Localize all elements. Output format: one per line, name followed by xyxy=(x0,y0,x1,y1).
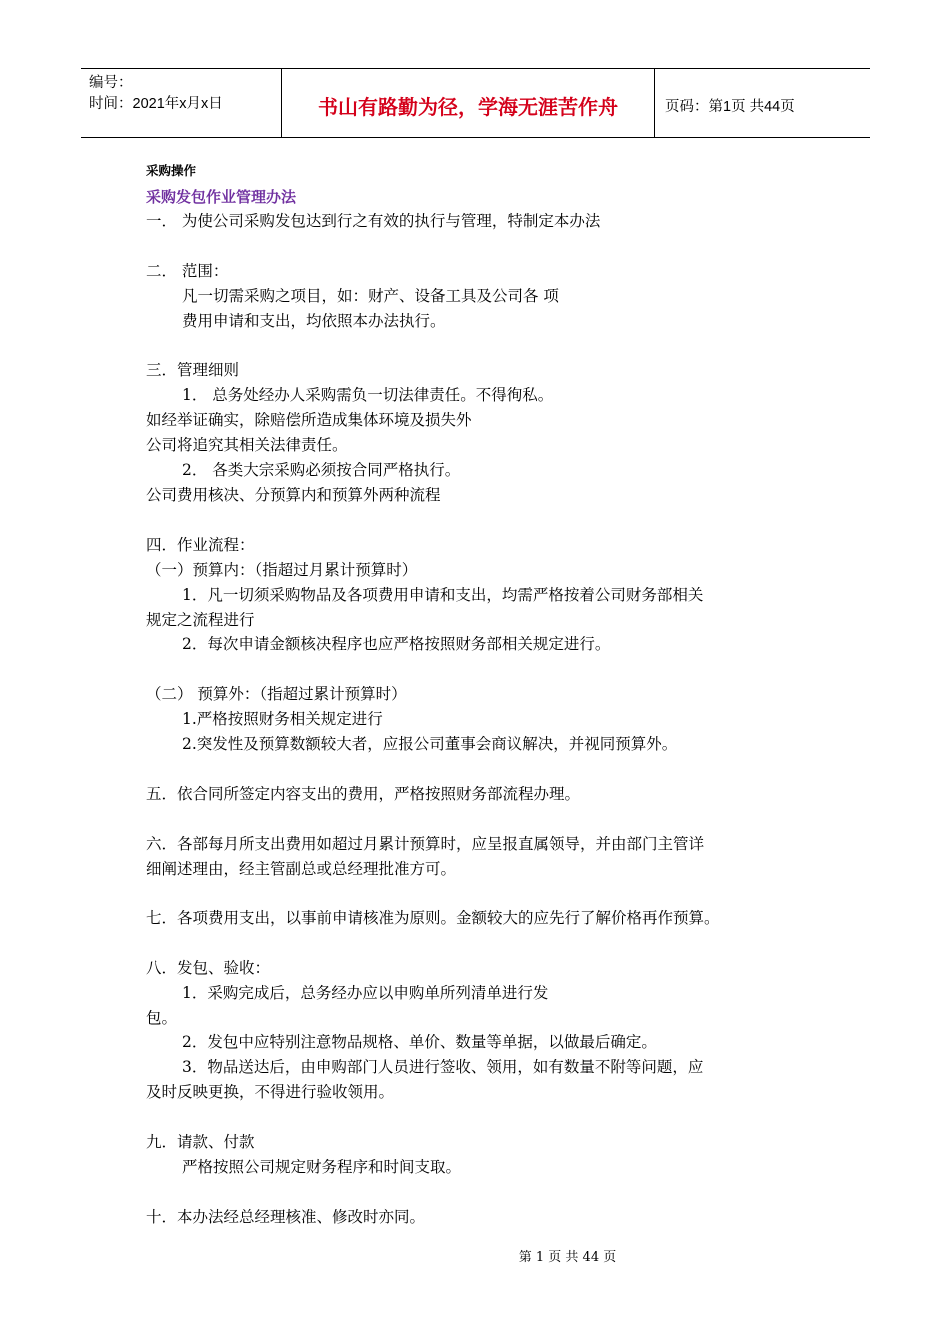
text-line: 凡一切需采购之项目，如：财产、设备工具及公司各 项 xyxy=(182,287,559,305)
text-line: 公司将追究其相关法律责任。 xyxy=(146,436,348,454)
text-line: 费用申请和支出，均依照本办法执行。 xyxy=(182,312,446,330)
text-line: （一）预算内：（指超过月累计预算时） xyxy=(146,561,418,579)
header-table xyxy=(81,68,870,138)
header-meta-cell xyxy=(81,69,282,137)
text-line: 3．物品送达后，由申购部门人员进行签收、领用，如有数量不附等问题，应 xyxy=(182,1058,704,1076)
text-line: 八．发包、验收： xyxy=(146,959,271,977)
text-line: 1．凡一切须采购物品及各项费用申请和支出，均需严格按着公司财务部相关 xyxy=(182,586,704,604)
header-page-code: 页码：第1页 共44页 xyxy=(665,98,795,115)
page-footer xyxy=(0,1246,950,1265)
footer-page-number: 第 1 页 共 44 页 xyxy=(518,1250,617,1265)
text-line: 细阐述理由，经主管副总或总经理批准方可。 xyxy=(146,860,457,878)
text-line: 严格按照公司规定财务程序和时间支取。 xyxy=(182,1158,462,1176)
text-line: 七．各项费用支出，以事前申请核准为原则。金额较大的应先行了解价格再作预算。 xyxy=(146,909,720,927)
text-line: 1．采购完成后，总务经办应以申购单所列清单进行发 xyxy=(182,984,549,1002)
text-line: 2．每次申请金额核决程序也应严格按照财务部相关规定进行。 xyxy=(182,635,611,653)
text-line: （二） 预算外：（指超过累计预算时） xyxy=(146,685,407,703)
header-motto: 书山有路勤为径，学海无涯苦作舟 xyxy=(282,69,655,137)
text-line: 四．作业流程： xyxy=(146,536,255,554)
number-label: 编号： xyxy=(89,75,133,91)
text-line: 2． 各类大宗采购必须按合同严格执行。 xyxy=(182,461,461,479)
text-line: 十．本办法经总经理核准、修改时亦同。 xyxy=(146,1208,426,1226)
time-label: 时间：2021年x月x日 xyxy=(89,96,223,112)
text-line: 公司费用核决、分预算内和预算外两种流程 xyxy=(146,486,441,504)
text-line: 三．管理细则 xyxy=(146,361,240,379)
doc-category: 采购操作 xyxy=(146,163,197,178)
text-line: 及时反映更换，不得进行验收领用。 xyxy=(146,1083,395,1101)
text-line: 1． 总务处经办人采购需负一切法律责任。不得徇私。 xyxy=(182,386,554,404)
text-line: 九．请款、付款 xyxy=(146,1133,255,1151)
text-line: 一． 为使公司采购发包达到行之有效的执行与管理，特制定本办法 xyxy=(146,212,601,230)
text-line: 包。 xyxy=(146,1009,178,1027)
text-line: 六．各部每月所支出费用如超过月累计预算时，应呈报直属领导，并由部门主管详 xyxy=(146,835,705,853)
doc-title: 采购发包作业管理办法 xyxy=(146,188,297,206)
text-line: 规定之流程进行 xyxy=(146,611,255,629)
text-line: 1.严格按照财务相关规定进行 xyxy=(182,710,383,728)
text-line: 2.突发性及预算数额较大者，应报公司董事会商议解决，并视同预算外。 xyxy=(182,735,678,753)
text-line: 二． 范围： xyxy=(146,262,229,280)
text-line: 如经举证确实，除赔偿所造成集体环境及损失外 xyxy=(146,411,472,429)
text-line: 2．发包中应特别注意物品规格、单价、数量等单据，以做最后确定。 xyxy=(182,1033,657,1051)
text-line: 五．依合同所签定内容支出的费用，严格按照财务部流程办理。 xyxy=(146,785,581,803)
